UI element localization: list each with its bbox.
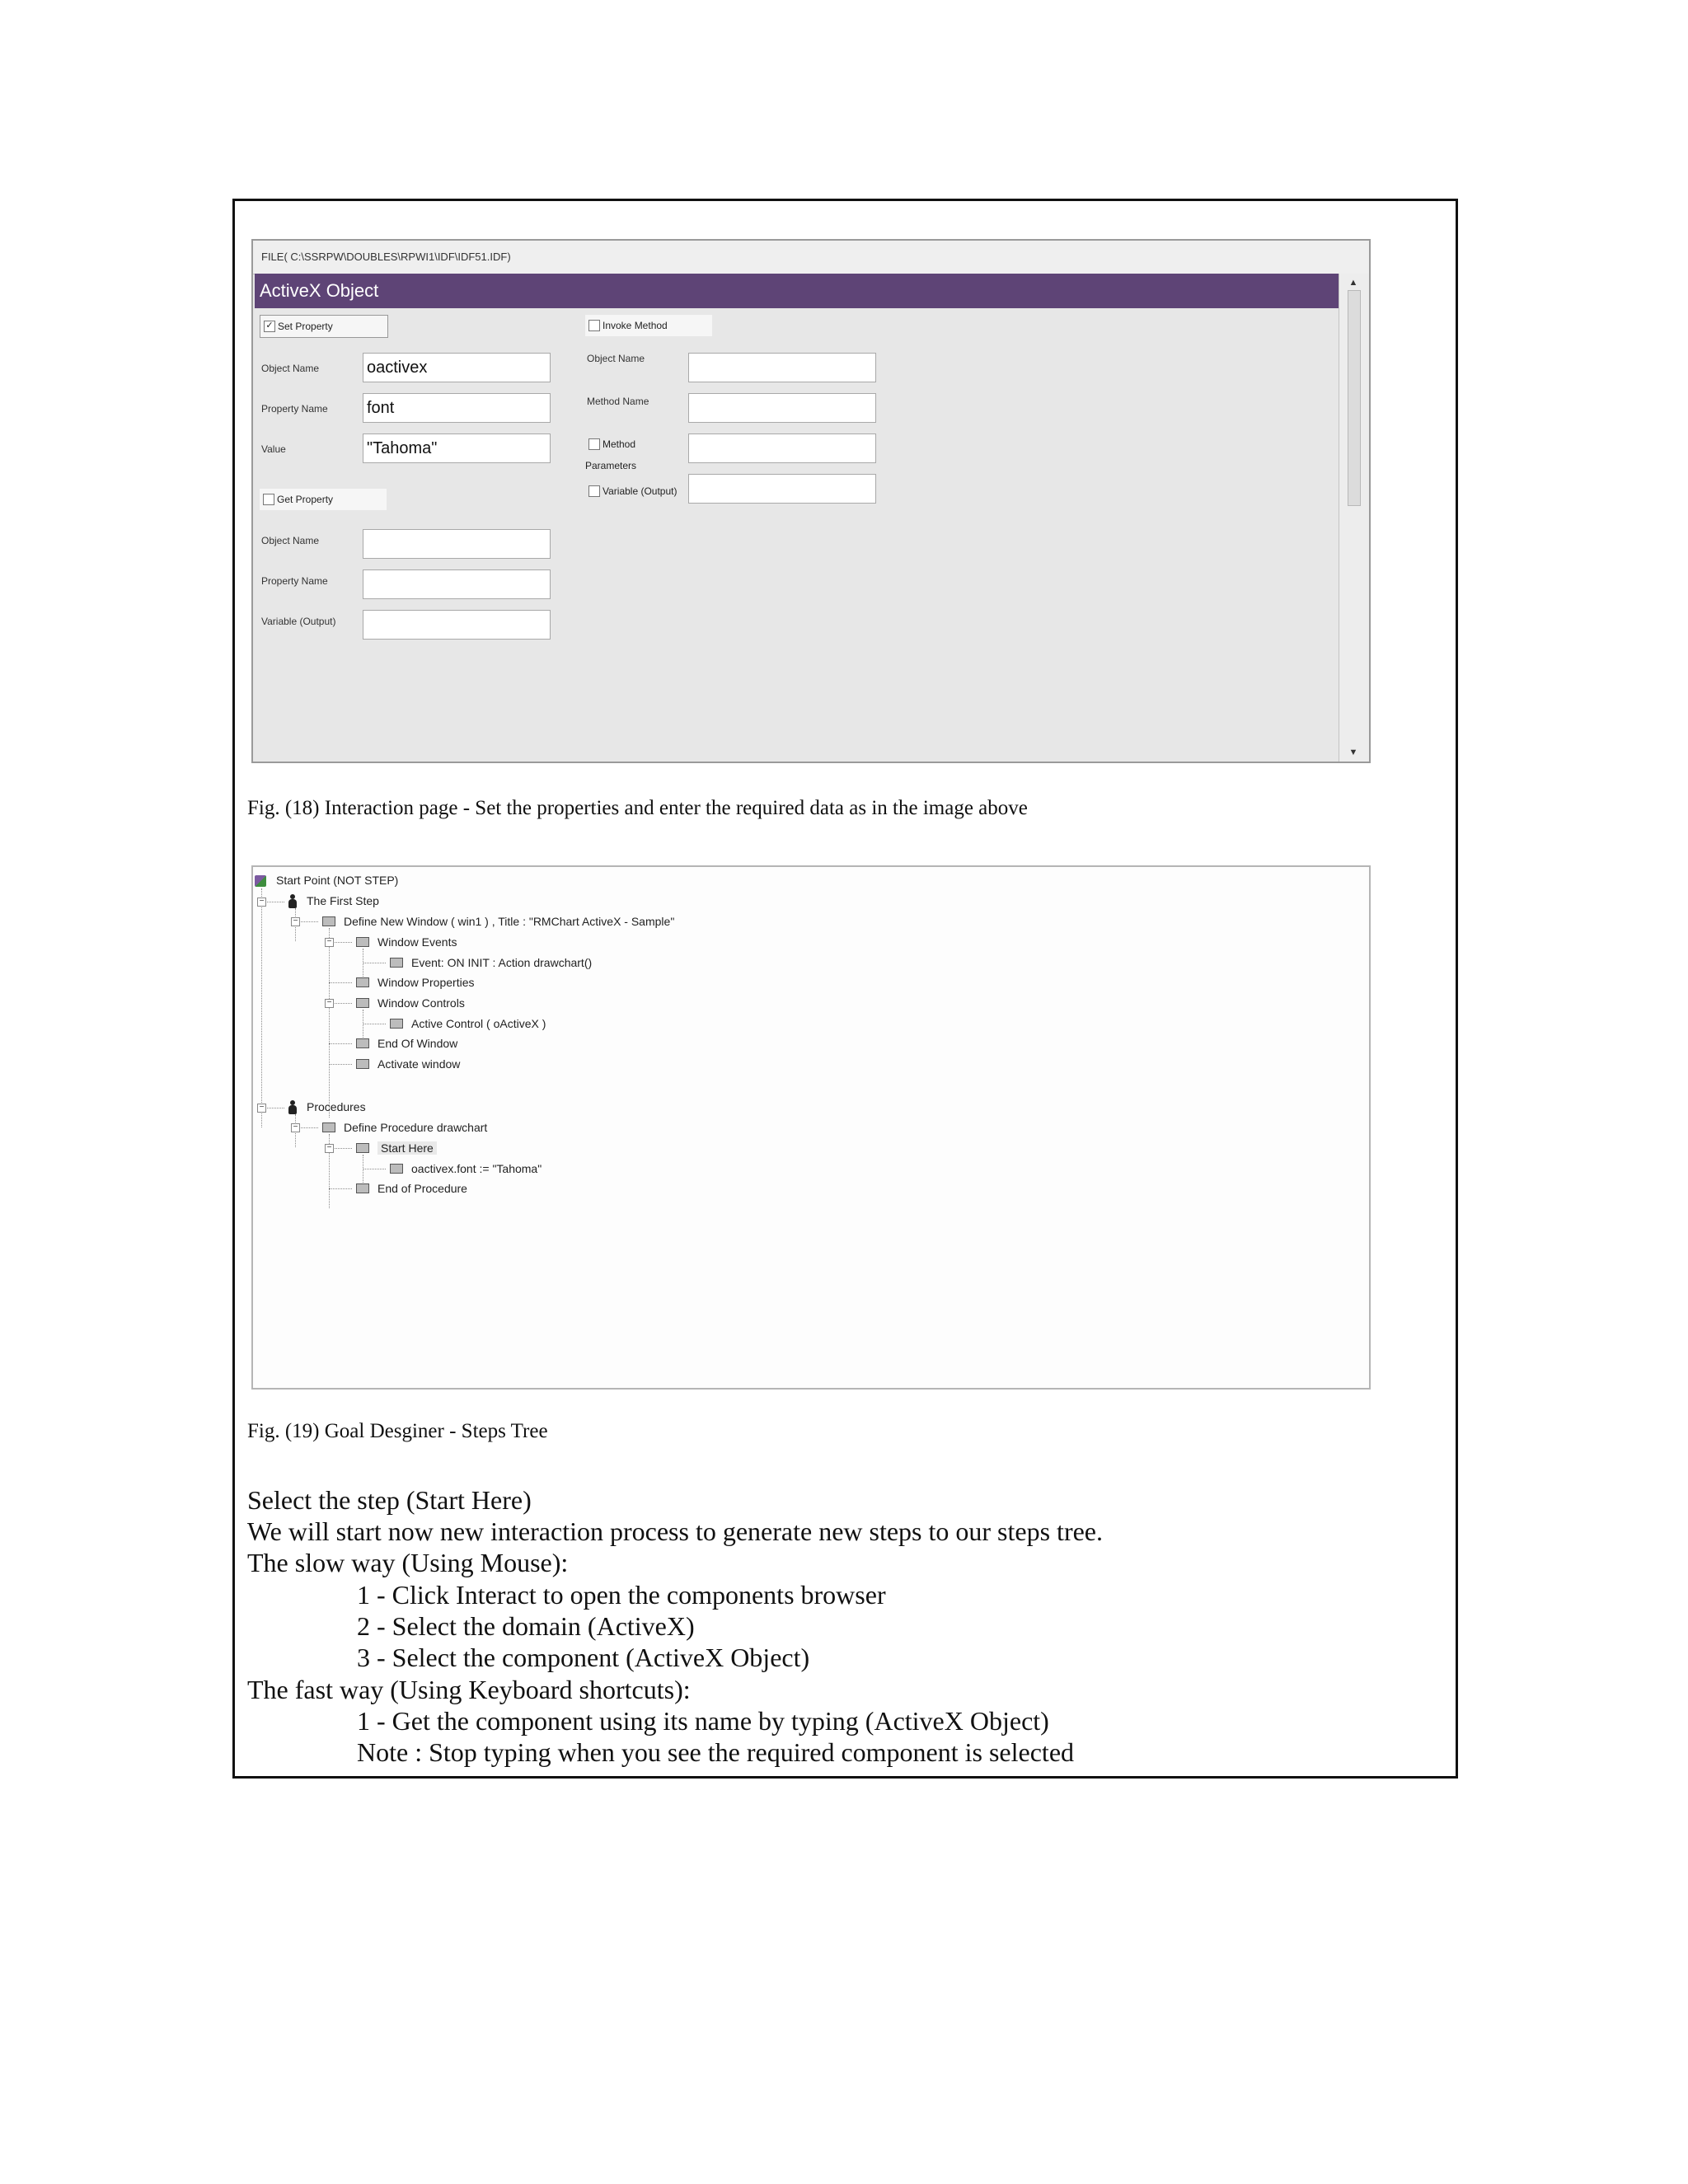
step-node-icon — [390, 1019, 403, 1029]
tree-node-first-step[interactable] — [288, 893, 379, 909]
body-line-slow-step-3: 3 - Select the component (ActiveX Object) — [357, 1643, 810, 1672]
set-property-checkbox[interactable] — [260, 315, 388, 338]
expander-window-events[interactable]: − — [325, 938, 334, 947]
tree-connector — [329, 1188, 352, 1189]
tree-node-label: Window Properties — [377, 976, 475, 989]
figure-18-caption: Fig. (18) Interaction page - Set the properties and enter the required data as in the image above — [247, 797, 1028, 819]
invoke-variable-label: Variable (Output) — [603, 485, 678, 497]
tree-line-define-window — [329, 928, 330, 1118]
tree-node-label: Define Procedure drawchart — [344, 1121, 488, 1134]
get-property-name-input[interactable] — [363, 569, 551, 599]
body-line-fast-way: The fast way (Using Keyboard shortcuts): — [247, 1675, 691, 1704]
get-property-name-label: Property Name — [261, 575, 328, 587]
invoke-method-checkbox[interactable] — [585, 315, 712, 336]
invoke-variable-input[interactable] — [688, 474, 876, 504]
expander-start-here[interactable]: − — [325, 1144, 334, 1153]
tree-node-label: Procedures — [307, 1100, 366, 1113]
tree-node-event-on-init[interactable] — [390, 954, 592, 971]
step-node-icon — [356, 937, 369, 947]
invoke-object-name-input[interactable] — [688, 353, 876, 382]
get-variable-label: Variable (Output) — [261, 616, 336, 627]
tree-node-label: Window Events — [377, 935, 457, 949]
tree-node-label: Activate window — [377, 1057, 461, 1071]
body-line-note: Note : Stop typing when you see the required component is selected — [357, 1737, 1075, 1767]
tree-node-oactivex-font[interactable] — [390, 1160, 542, 1177]
tree-node-window-controls[interactable] — [356, 995, 465, 1011]
tree-node-label: Define New Window ( win1 ) , Title : "RMChart ActiveX - Sample" — [344, 915, 675, 928]
body-line-slow-step-2: 2 - Select the domain (ActiveX) — [357, 1611, 695, 1641]
step-node-icon — [356, 1143, 369, 1153]
step-node-icon — [322, 1122, 335, 1132]
invoke-method-label: Invoke Method — [603, 320, 668, 331]
tree-connector — [329, 1043, 352, 1044]
invoke-method-checkbox-box — [588, 320, 600, 331]
tree-node-start-point[interactable] — [255, 872, 398, 888]
expander-define-window[interactable]: − — [291, 917, 300, 926]
tree-node-label: End Of Window — [377, 1037, 458, 1050]
tree-node-label: Start Here — [377, 1141, 437, 1155]
expander-window-controls[interactable]: − — [325, 999, 334, 1008]
vertical-scrollbar[interactable] — [1339, 274, 1369, 762]
method-parameters-checkbox[interactable] — [585, 434, 682, 471]
file-path-bar: FILE( C:\SSRPW\DOUBLES\RPWI1\IDF\IDF51.IDF) — [253, 241, 1369, 274]
figure-19-caption: Fig. (19) Goal Desginer - Steps Tree — [247, 1420, 548, 1442]
tree-node-activate-window[interactable] — [356, 1056, 460, 1072]
scroll-down-icon[interactable]: ▼ — [1348, 748, 1358, 757]
activex-object-form — [251, 239, 1371, 763]
start-point-icon — [255, 875, 266, 887]
get-object-name-input[interactable] — [363, 529, 551, 559]
tree-node-label: oactivex.font := "Tahoma" — [411, 1162, 542, 1175]
tree-node-start-here[interactable] — [356, 1140, 437, 1156]
set-property-label: Set Property — [278, 321, 333, 332]
set-property-name-label: Property Name — [261, 403, 328, 415]
step-person-icon — [288, 894, 297, 909]
tree-node-label: Start Point (NOT STEP) — [276, 874, 399, 887]
tree-node-procedures[interactable] — [288, 1099, 366, 1115]
tree-connector — [329, 982, 352, 983]
tree-node-define-procedure[interactable] — [322, 1119, 487, 1136]
tree-line-root — [261, 888, 262, 1127]
body-line-slow-way: The slow way (Using Mouse): — [247, 1548, 569, 1577]
method-parameters-input[interactable] — [688, 434, 876, 463]
invoke-object-name-label: Object Name — [587, 353, 645, 364]
body-line-fast-step-1: 1 - Get the component using its name by typing (ActiveX Object) — [357, 1706, 1049, 1736]
set-value-label: Value — [261, 443, 286, 455]
step-node-icon — [356, 977, 369, 987]
set-value-input[interactable]: "Tahoma" — [363, 434, 551, 463]
step-node-icon — [356, 1038, 369, 1048]
set-object-name-input[interactable]: oactivex — [363, 353, 551, 382]
tree-node-label: The First Step — [307, 894, 379, 907]
scroll-thumb[interactable] — [1348, 290, 1361, 506]
method-name-label: Method Name — [587, 396, 649, 407]
invoke-variable-checkbox[interactable] — [585, 480, 682, 502]
get-property-label: Get Property — [277, 494, 334, 505]
method-name-input[interactable] — [688, 393, 876, 423]
method-parameters-label: Method Parameters — [585, 438, 637, 471]
tree-node-label: Window Controls — [377, 996, 465, 1010]
step-node-icon — [390, 1164, 403, 1174]
set-object-name-label: Object Name — [261, 363, 320, 374]
tree-node-window-events[interactable] — [356, 934, 457, 950]
set-property-checkmark: ✓ — [264, 321, 275, 332]
form-title: ActiveX Object — [255, 274, 1341, 308]
scroll-up-icon[interactable]: ▲ — [1348, 278, 1358, 288]
get-property-checkbox-box — [263, 494, 274, 505]
step-node-icon — [390, 958, 403, 968]
tree-node-active-control[interactable] — [390, 1015, 546, 1032]
method-parameters-checkbox-box — [588, 438, 600, 450]
set-property-name-input[interactable]: font — [363, 393, 551, 423]
expander-procedures[interactable]: − — [257, 1104, 266, 1113]
body-line-select-step: Select the step (Start Here) — [247, 1485, 532, 1515]
body-line-slow-step-1: 1 - Click Interact to open the components browser — [357, 1580, 886, 1610]
tree-node-label: Event: ON INIT : Action drawchart() — [411, 956, 593, 969]
invoke-variable-checkbox-box — [588, 485, 600, 497]
tree-node-label: End of Procedure — [377, 1182, 467, 1195]
tree-node-end-of-window[interactable] — [356, 1035, 457, 1052]
tree-node-define-window[interactable] — [322, 913, 674, 930]
step-node-icon — [356, 1059, 369, 1069]
get-object-name-label: Object Name — [261, 535, 320, 546]
tree-node-label: Active Control ( oActiveX ) — [411, 1017, 546, 1030]
body-line-start-interaction: We will start now new interaction process to generate new steps to our steps tree. — [247, 1516, 1103, 1546]
tree-connector — [329, 1064, 352, 1065]
get-property-checkbox[interactable] — [260, 489, 387, 510]
get-variable-input[interactable] — [363, 610, 551, 640]
step-person-icon — [288, 1100, 297, 1115]
tree-node-end-of-procedure[interactable] — [356, 1180, 467, 1197]
steps-tree-panel — [251, 865, 1371, 1390]
step-node-icon — [356, 998, 369, 1008]
step-node-icon — [322, 916, 335, 926]
step-node-icon — [356, 1183, 369, 1193]
tree-node-window-properties[interactable] — [356, 974, 475, 991]
expander-first-step[interactable]: − — [257, 898, 266, 907]
expander-define-procedure[interactable]: − — [291, 1123, 300, 1132]
